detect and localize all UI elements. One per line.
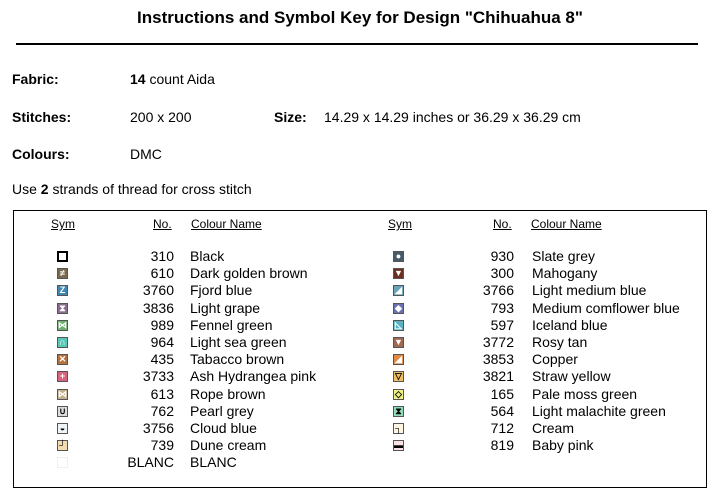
colour-name: Ash Hydrangea pink: [190, 368, 317, 385]
instruction-post: strands of thread for cross stitch: [48, 181, 252, 197]
colour-name: Slate grey: [532, 248, 596, 264]
colour-name: Light sea green: [190, 334, 287, 350]
page-title: Instructions and Symbol Key for Design "Chihuahua 8": [137, 8, 583, 27]
dmc-number: 435: [150, 351, 174, 368]
instruction-strands: 2: [40, 181, 49, 197]
color-swatch-icon: ✕: [58, 354, 67, 365]
colour-name: Iceland blue: [532, 316, 608, 333]
color-swatch-icon: ◢: [393, 285, 404, 296]
color-swatch-icon: ⋈: [58, 319, 67, 330]
colour-name: BLANC: [190, 454, 237, 471]
size-label: Size:: [274, 109, 307, 125]
instruction-pre: Use: [12, 181, 41, 197]
colour-name: Black: [190, 248, 225, 264]
header-no-left: No.: [153, 217, 172, 231]
dmc-number: 793: [490, 299, 514, 316]
dmc-number: 613: [150, 385, 174, 402]
colours-value: DMC: [130, 146, 162, 162]
key-row-right: [14, 317, 706, 334]
colour-name: Pearl grey: [190, 402, 254, 419]
colour-name: Pale moss green: [532, 385, 638, 402]
key-row-right: [14, 282, 706, 299]
colour-name: Mahogany: [532, 265, 598, 282]
dmc-number: 930: [490, 248, 514, 264]
dmc-number: 597: [490, 316, 514, 333]
dmc-number: 3853: [482, 351, 514, 368]
color-swatch-icon: ≠: [57, 268, 68, 279]
colour-name: Medium comflower blue: [532, 299, 680, 316]
title-rule: [16, 43, 698, 45]
color-swatch-icon: ⧗: [393, 406, 404, 417]
header-name-left: Colour Name: [191, 217, 262, 231]
instruction-text: [12, 181, 252, 197]
color-swatch-icon: ◺: [393, 320, 404, 331]
colour-name: Fennel green: [190, 316, 273, 333]
color-swatch-icon: ▼: [394, 268, 403, 279]
dmc-number: 300: [490, 265, 514, 282]
dmc-number: 3836: [142, 299, 174, 316]
key-row-right: [14, 351, 706, 368]
key-row-right: [14, 265, 706, 282]
key-row-right: [14, 368, 706, 385]
color-swatch-icon: ▽: [393, 371, 404, 382]
stitches-value: 200 x 200: [130, 109, 192, 125]
colour-name: Baby pink: [532, 437, 594, 454]
colour-name: Straw yellow: [532, 368, 611, 385]
dmc-number: 3772: [482, 334, 514, 350]
color-swatch-icon: ◒: [57, 423, 68, 434]
color-swatch-icon: ┐: [393, 423, 404, 434]
colour-name: Rope brown: [190, 385, 266, 402]
key-row-right: [14, 334, 706, 351]
color-swatch-icon: ▼: [394, 337, 403, 347]
color-swatch-icon: ┘: [57, 440, 68, 451]
color-swatch-icon: Z: [57, 285, 68, 296]
color-swatch-icon: ◇: [393, 389, 404, 400]
color-swatch-icon: ◢: [393, 354, 404, 365]
header-name-right: Colour Name: [531, 217, 602, 231]
color-swatch-icon: [57, 457, 68, 468]
key-row-right: [14, 420, 706, 437]
stitches-label: Stitches:: [12, 109, 72, 125]
header-sym-right: Sym: [388, 217, 412, 231]
colour-name: Copper: [532, 351, 578, 368]
dmc-number: 3733: [142, 368, 174, 385]
dmc-number: 739: [150, 437, 174, 454]
header-no-right: No.: [493, 217, 512, 231]
key-row-right: [14, 403, 706, 420]
dmc-number: BLANC: [127, 454, 174, 471]
fabric-value: [130, 71, 215, 87]
color-swatch-icon: ◆: [393, 303, 404, 314]
colour-name: Cream: [532, 420, 575, 436]
key-row-right: [14, 248, 706, 265]
color-swatch-icon: ∪: [57, 406, 68, 417]
colour-name: Dune cream: [190, 437, 267, 454]
color-swatch-icon: ⧗: [57, 303, 68, 314]
colour-name: Dark golden brown: [190, 265, 308, 282]
color-swatch-icon: ⋈: [58, 388, 67, 399]
colour-name: Tabacco brown: [190, 351, 285, 368]
key-row-right: [14, 300, 706, 317]
color-swatch-icon: +: [57, 371, 68, 382]
colour-name: Fjord blue: [190, 282, 253, 299]
fabric-type: count Aida: [145, 71, 215, 87]
dmc-number: 165: [490, 385, 514, 402]
fabric-count: 14: [130, 71, 146, 87]
fabric-label: Fabric:: [12, 71, 59, 87]
dmc-number: 989: [150, 316, 174, 333]
dmc-number: 3766: [482, 282, 514, 299]
colour-name: Cloud blue: [190, 420, 257, 436]
colour-name: Light grape: [190, 299, 261, 316]
size-value: 14.29 x 14.29 inches or 36.29 x 36.29 cm: [324, 109, 581, 125]
key-row-left: [14, 454, 706, 471]
colours-label: Colours:: [12, 146, 70, 162]
colour-name: Rosy tan: [532, 334, 588, 350]
dmc-number: 3821: [482, 368, 514, 385]
key-row-right: [14, 437, 706, 454]
color-swatch-icon: ∩: [57, 337, 68, 348]
dmc-number: 310: [150, 248, 174, 264]
dmc-number: 3760: [142, 282, 174, 299]
dmc-number: 564: [490, 402, 514, 419]
dmc-number: 712: [490, 420, 514, 436]
dmc-number: 610: [150, 265, 174, 282]
symbol-key-table: [13, 210, 707, 488]
key-row-right: [14, 386, 706, 403]
colour-name: Light malachite green: [532, 402, 666, 419]
dmc-number: 762: [150, 402, 174, 419]
dmc-number: 964: [150, 334, 174, 350]
dmc-number: 819: [490, 437, 514, 454]
color-swatch-icon: ▬: [394, 440, 403, 451]
colour-name: Light medium blue: [532, 282, 647, 299]
dmc-number: 3756: [142, 420, 174, 436]
header-sym-left: Sym: [51, 217, 75, 231]
color-swatch-icon: ●: [393, 251, 404, 262]
